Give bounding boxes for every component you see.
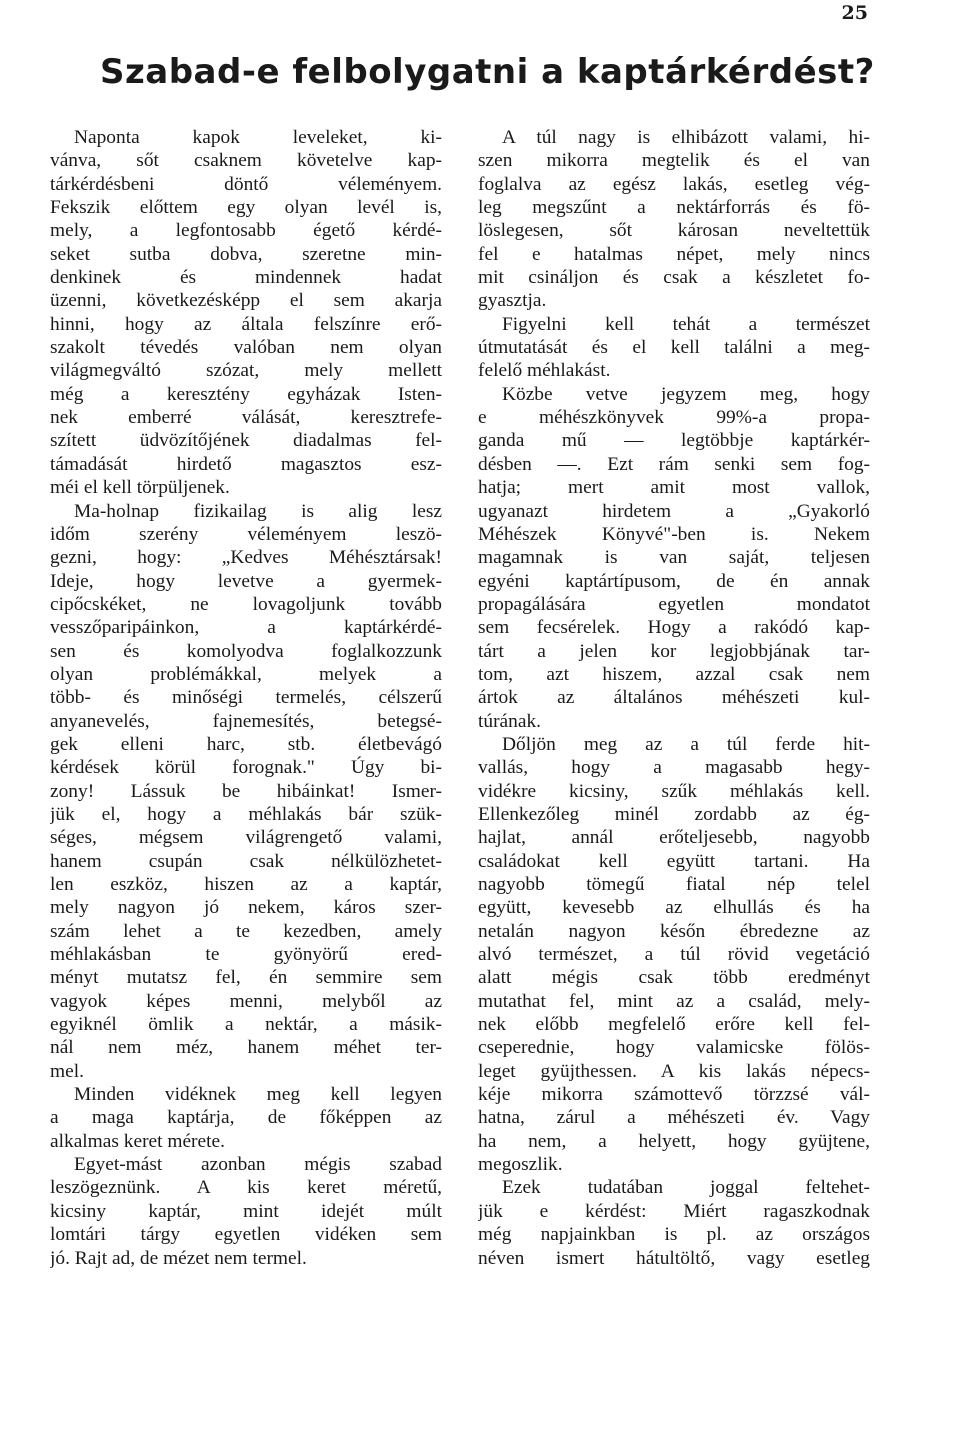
text-line: fel e hatalmas népet, mely nincs — [478, 243, 870, 265]
text-line: családokat kell együtt tartani. Ha — [478, 850, 870, 872]
text-line: mutathat fel, mint az a család, mely- — [478, 990, 870, 1012]
text-line: jó. Rajt ad, de mézet nem termel. — [50, 1247, 307, 1269]
text-line: tárt a jelen kor legjobbjának tar- — [478, 640, 870, 662]
text-line: hajlat, annál erőteljesebb, nagyobb — [478, 827, 870, 849]
text-line: cipőcskéket, ne lovagoljunk tovább — [50, 593, 442, 615]
text-line: tom, azt hiszem, azzal csak nem — [478, 663, 870, 685]
text-line: zony! Lássuk be hibáinkat! Ismer- — [50, 780, 442, 802]
text-line: vagyok képes menni, melyből az — [50, 990, 442, 1012]
text-line: alatt mégis csak több eredményt — [478, 967, 870, 989]
text-line: alkalmas keret mérete. — [50, 1130, 225, 1152]
text-line: jük el, hogy a méhlakás bár szük- — [50, 803, 442, 825]
text-line: Ma-holnap fizikailag is alig lesz — [74, 500, 442, 522]
text-line: vesszőparipáinkon, a kaptárkérdé- — [50, 617, 442, 639]
text-line: ményt mutatsz fel, én semmire sem — [50, 967, 442, 989]
text-line: Ellenkezőleg minél zordabb az ég- — [478, 803, 870, 825]
text-line: ganda mű — legtöbbje kaptárkér- — [478, 430, 870, 452]
text-line: nek előbb megfelelő erőre kell fel- — [478, 1014, 870, 1036]
text-line: üzenni, következésképp el sem akarja — [50, 290, 442, 312]
text-line: ha nem, a helyett, hogy gyüjtene, — [478, 1130, 870, 1152]
text-line: seket sutba dobva, szeretne min- — [50, 243, 442, 265]
text-line: Dőljön meg az a túl ferde hit- — [502, 733, 870, 755]
text-line: hanem csupán csak nélkülözhetet- — [50, 850, 442, 872]
article-title: Szabad-e felbolygatni a kaptárkérdést? — [100, 52, 875, 92]
text-line: még a keresztény egyházak Isten- — [50, 383, 442, 405]
text-line: túrának. — [478, 710, 541, 732]
text-line: néven ismert hátultöltő, vagy esetleg — [478, 1247, 870, 1269]
text-line: vidékre kicsiny, szűk méhlakás kell. — [478, 780, 870, 802]
text-line: Közbe vetve jegyzem meg, hogy — [502, 383, 870, 405]
text-line: jük e kérdést: Miért ragaszkodnak — [478, 1200, 870, 1222]
text-line: időm szerény véleményem leszö- — [50, 523, 442, 545]
text-line: szített üdvözítőjének diadalmas fel- — [50, 430, 442, 452]
text-line: több- és minőségi termelés, célszerű — [50, 687, 442, 709]
text-line: Fekszik előttem egy olyan levél is, — [50, 197, 442, 219]
text-line: magamnak is van saját, teljesen — [478, 547, 870, 569]
text-line: kicsiny kaptár, mint idejét múlt — [50, 1200, 442, 1222]
text-line: netalán nagyon későn ébredezne az — [478, 920, 870, 942]
text-line: még napjainkban is pl. az országos — [478, 1224, 870, 1246]
text-line: gezni, hogy: „Kedves Méhésztársak! — [50, 547, 442, 569]
text-line: hatna, zárul a méhészeti év. Vagy — [478, 1107, 870, 1129]
text-line: kéje mikorra számottevő törzzsé vál- — [478, 1084, 870, 1106]
text-line: désben —. Ezt rám senki sem fog- — [478, 453, 870, 475]
text-line: hinni, hogy az általa felszínre erő- — [50, 313, 442, 335]
text-line: ugyanazt hirdetem a „Gyakorló — [478, 500, 870, 522]
text-line: cseperednie, hogy valamicske fölös- — [478, 1037, 870, 1059]
text-line: propagálására egyetlen mondatot — [478, 593, 870, 615]
text-line: Ideje, hogy levetve a gyermek- — [50, 570, 442, 592]
text-line: méhlakásban te gyönyörű ered- — [50, 944, 442, 966]
text-line: leszögeznünk. A kis keret méretű, — [50, 1177, 442, 1199]
text-line: szám lehet a te kezedben, amely — [50, 920, 442, 942]
text-column-left — [50, 126, 442, 1270]
text-line: mel. — [50, 1060, 84, 1082]
text-line: olyan problémákkal, melyek a — [50, 663, 442, 685]
text-line: lomtári tárgy egyetlen vidéken sem — [50, 1224, 442, 1246]
text-line: felelő méhlakást. — [478, 360, 611, 382]
text-line: Egyet-mást azonban mégis szabad — [74, 1154, 442, 1176]
text-line: hatja; mert amit most vallok, — [478, 477, 870, 499]
text-line: leget gyüjthessen. A kis lakás népecs- — [478, 1060, 870, 1082]
text-line: nál nem méz, hanem méhet ter- — [50, 1037, 442, 1059]
text-line: kérdések körül forognak." Úgy bi- — [50, 757, 442, 779]
text-line: egyiknél ömlik a nektár, a másik- — [50, 1014, 442, 1036]
text-line: útmutatását és el kell találni a meg- — [478, 337, 870, 359]
text-line: Méhészek Könyvé"-ben is. Nekem — [478, 523, 870, 545]
text-line: Ezek tudatában joggal feltehet- — [502, 1177, 870, 1199]
text-line: anyanevelés, fajnemesítés, betegsé- — [50, 710, 442, 732]
text-line: e méhészkönyvek 99%-a propa- — [478, 407, 870, 429]
text-line: Figyelni kell tehát a természet — [502, 313, 870, 335]
text-line: löslegesen, sőt károsan neveltettük — [478, 220, 870, 242]
text-line: Naponta kapok leveleket, ki- — [74, 127, 442, 148]
text-line: ártok az általános méhészeti kul- — [478, 687, 870, 709]
text-line: alvó természet, a túl rövid vegetáció — [478, 944, 870, 966]
text-line: mely, a legfontosabb égető kérdé- — [50, 220, 442, 242]
text-line: tárkérdésbeni döntő véleményem. — [50, 173, 442, 195]
text-line: méi el kell törpüljenek. — [50, 477, 230, 499]
text-line: denkinek és mindennek hadat — [50, 267, 442, 289]
text-line: egyéni kaptártípusom, de én annak — [478, 570, 870, 592]
text-line: szen mikorra megtelik és el van — [478, 150, 870, 172]
text-line: szakolt tévedés valóban nem olyan — [50, 337, 442, 359]
text-column-right — [478, 126, 870, 1270]
text-line: nek emberré válását, keresztrefe- — [50, 407, 442, 429]
text-line: gyasztja. — [478, 290, 547, 312]
text-line: A túl nagy is elhibázott valami, hi- — [502, 127, 870, 148]
text-line: sen és komolyodva foglalkozzunk — [50, 640, 442, 662]
text-line: len eszköz, hiszen az a kaptár, — [50, 874, 442, 895]
text-line: gek elleni harc, stb. életbevágó — [50, 733, 442, 755]
text-line: világmegváltó szózat, mely mellett — [50, 360, 442, 382]
text-line: séges, mégsem világrengető valami, — [50, 827, 442, 849]
text-line: Minden vidéknek meg kell legyen — [74, 1084, 442, 1106]
text-line: sem fecsérelek. Hogy a rakódó kap- — [478, 617, 870, 639]
text-line: vánva, sőt csaknem követelve kap- — [50, 150, 442, 172]
page-number: 25 — [841, 2, 868, 24]
text-line: foglalva az egész lakás, esetleg vég- — [478, 173, 870, 195]
text-line: támadását hirdető magasztos esz- — [50, 453, 442, 475]
text-line: együtt, kevesebb az elhullás és ha — [478, 897, 870, 919]
text-line: a maga kaptárja, de főképpen az — [50, 1107, 442, 1129]
text-line: vallás, hogy a magasabb hegy- — [478, 757, 870, 779]
text-line: leg megszűnt a nektárforrás és fö- — [478, 197, 870, 219]
text-line: mely nagyon jó nekem, káros szer- — [50, 897, 442, 919]
text-line: nagyobb tömegű fiatal nép telel — [478, 874, 870, 895]
text-line: megoszlik. — [478, 1154, 563, 1176]
text-line: mit csináljon és csak a készletet fo- — [478, 267, 870, 289]
